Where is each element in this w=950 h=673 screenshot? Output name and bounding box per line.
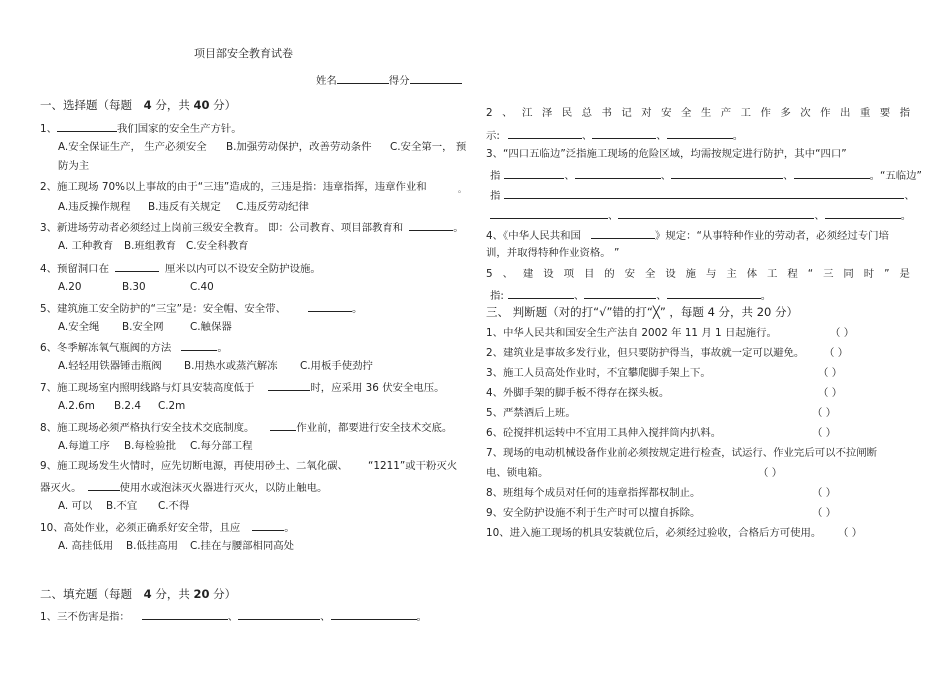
- heading-text: ” ，每题 4 分，共 20 分）: [659, 305, 798, 319]
- answer-blank[interactable]: [671, 168, 783, 179]
- fill-question-2-line2: [486, 128, 743, 143]
- question-end: 。: [900, 210, 912, 222]
- judge-answer-paren[interactable]: （ ）: [818, 387, 843, 399]
- question-1-1: [40, 121, 242, 136]
- question-text: 我们国家的安全生产方针。: [117, 123, 242, 135]
- answer-blank[interactable]: [584, 288, 656, 299]
- question-char: 作: [820, 107, 831, 119]
- answer-blank[interactable]: [490, 208, 608, 219]
- answer-blank[interactable]: [142, 609, 228, 620]
- answer-blank[interactable]: [504, 188, 904, 199]
- separator: 、: [227, 611, 239, 623]
- question-text: 8、施工现场必须严格执行安全技术交底制度。: [40, 422, 255, 434]
- answer-blank[interactable]: [591, 228, 655, 239]
- separator: 、: [320, 611, 331, 623]
- separator: 、: [783, 170, 794, 182]
- question-char: 施: [685, 268, 697, 280]
- question-char: 作: [760, 107, 771, 119]
- question-text: 使用水或泡沫灭火器进行灭火，以防止触电。: [119, 482, 328, 494]
- judge-item-text: 6、砼搅拌机运转中不宜用工具伸入搅拌筒内扒料。: [486, 427, 722, 439]
- option-c: C.40: [190, 281, 214, 293]
- fill-question-1: [40, 609, 427, 624]
- separator: 、: [660, 170, 672, 182]
- separator: 、: [581, 130, 593, 142]
- cross-mark-icon: ╳: [652, 305, 660, 319]
- option-b: B.加强劳动保护，改善劳动条件: [226, 141, 372, 153]
- question-text: 指: [490, 170, 501, 182]
- option-c: C.挂在与腰部相同高处: [190, 540, 295, 552]
- judge-answer-paren[interactable]: （ ）: [812, 407, 837, 419]
- question-end: 。: [284, 522, 295, 534]
- fill-question-2: [486, 107, 910, 120]
- option-a: A. 可以: [58, 500, 93, 512]
- question-char: 次: [800, 107, 811, 119]
- question-char: 总: [581, 107, 592, 119]
- question-char: 指: [899, 107, 910, 119]
- name-blank[interactable]: [337, 73, 389, 84]
- question-char: 设: [543, 268, 554, 280]
- question-char: 生: [700, 107, 712, 119]
- option-b: B.安全网: [122, 321, 164, 333]
- judge-item-text: 7、现场的电动机械设备作业前必须按规定进行检查，试运行、作业完后可以不拉闸断: [486, 447, 878, 459]
- fill-question-3-line3: [490, 188, 915, 203]
- question-char: ”: [884, 268, 890, 280]
- separator: 、: [904, 190, 915, 202]
- question-1-9-line2: [40, 480, 327, 495]
- question-number: 1、: [40, 123, 58, 135]
- question-end: 。: [453, 222, 464, 234]
- judge-answer-paren[interactable]: （ ）: [830, 327, 855, 339]
- question-end: 。: [351, 303, 363, 315]
- option-b: B.2.4: [114, 400, 141, 412]
- option-a: A. 高挂低用: [58, 540, 114, 552]
- option-a: A.安全绳: [58, 321, 100, 333]
- answer-blank[interactable]: [618, 208, 814, 219]
- question-char: 全: [644, 268, 656, 280]
- section-3-heading: [486, 306, 798, 319]
- answer-blank[interactable]: [238, 609, 320, 620]
- answer-blank[interactable]: [409, 220, 453, 231]
- fill-question-5: [486, 268, 910, 281]
- answer-blank[interactable]: [57, 121, 117, 132]
- question-text: 3、新进场劳动者必须经过上岗前三级安全教育。 即：公司教育、项目部教育和: [40, 222, 404, 234]
- question-char: 对: [641, 107, 652, 119]
- option-b: B.低挂高用: [126, 540, 178, 552]
- question-text: “1211”或干粉灭火: [368, 460, 458, 472]
- question-text: 示:: [486, 130, 500, 142]
- option-a: A.安全保证生产， 生产必须安全: [58, 141, 207, 153]
- question-char: 安: [661, 107, 672, 119]
- heading-text: 分，共: [155, 98, 190, 112]
- question-text: 。“五临边”: [869, 170, 922, 182]
- question-text: 》规定：“从事特种作业的劳动者，必须经过专门培: [654, 230, 889, 242]
- name-score-line: [316, 73, 462, 88]
- question-char: 工: [740, 107, 751, 119]
- question-char: 主: [726, 268, 737, 280]
- separator: 、: [656, 290, 667, 302]
- question-text: 作业前，都要进行安全技术交底。: [296, 422, 453, 434]
- option-c: C.2m: [158, 400, 186, 412]
- option-c: C.违反劳动纪律: [236, 201, 309, 213]
- heading-text: 二、填充题（每题: [40, 587, 132, 601]
- option-a: A.2.6m: [58, 400, 95, 412]
- question-text: 4、《中华人民共和国: [486, 230, 581, 242]
- answer-blank[interactable]: [575, 168, 661, 179]
- judge-item-text: 4、外脚手架的脚手板不得存在探头板。: [486, 387, 670, 399]
- question-1-10: [40, 520, 295, 535]
- question-1-8: [40, 420, 452, 435]
- answer-blank[interactable]: [667, 128, 733, 139]
- question-char: 多: [780, 107, 791, 119]
- answer-blank[interactable]: [181, 340, 217, 351]
- option-b: B.违反有关规定: [148, 201, 221, 213]
- answer-blank[interactable]: [115, 261, 159, 272]
- question-char: 同: [843, 268, 854, 280]
- heading-text: 三、 判断题（对的打“: [486, 305, 600, 319]
- option-c: C.触保器: [190, 321, 232, 333]
- option-c: C.安全第一， 预: [390, 141, 467, 153]
- section-2-heading: [40, 588, 236, 601]
- heading-text: ”错的打“: [606, 305, 653, 319]
- question-text: 6、冬季解冻氧气瓶阀的方法: [40, 342, 172, 354]
- question-char: 建: [522, 268, 534, 280]
- separator: 、: [608, 210, 619, 222]
- section-1-heading: [40, 99, 236, 112]
- question-text: 1、三不伤害是指：: [40, 611, 130, 623]
- score-label: 得分: [388, 75, 410, 87]
- answer-blank[interactable]: [825, 208, 901, 219]
- question-char: 泽: [541, 107, 553, 119]
- judge-answer-paren[interactable]: （ ）: [818, 367, 843, 379]
- separator: 、: [573, 290, 585, 302]
- option-b: B.30: [122, 281, 146, 293]
- option-c: C.用板手使劲拧: [300, 360, 373, 372]
- question-char: 5: [486, 268, 493, 280]
- fill-question-3-line4: [490, 208, 911, 223]
- question-1-6: [40, 340, 228, 355]
- judge-answer-paren[interactable]: （ ）: [758, 467, 783, 479]
- question-1-5: [40, 301, 362, 316]
- question-end: 。: [732, 130, 744, 142]
- answer-blank[interactable]: [88, 480, 120, 491]
- question-char: 江: [521, 107, 533, 119]
- question-text: 10、高处作业，必须正确系好安全带，且应: [40, 522, 241, 534]
- question-text: 7、施工现场室内照明线路与灯具安装高度低于: [40, 382, 255, 394]
- question-char: “: [807, 268, 814, 280]
- answer-blank[interactable]: [268, 380, 310, 391]
- question-text: 5、建筑施工安全防护的“三宝”是：安全帽、安全带、: [40, 303, 286, 315]
- question-char: 的: [604, 268, 615, 280]
- question-char: 目: [583, 268, 595, 280]
- name-label: 姓名: [316, 75, 337, 87]
- score-blank[interactable]: [410, 73, 462, 84]
- heading-text: 分）: [213, 587, 237, 601]
- question-char: 全: [680, 107, 692, 119]
- question-char: 安: [624, 268, 636, 280]
- separator: 、: [814, 210, 825, 222]
- question-text: 指:: [490, 290, 504, 302]
- question-char: 与: [706, 268, 717, 280]
- judge-item-text: 10、进入施工现场的机具安装就位后，必须经过验收，合格后方可使用。: [486, 527, 822, 539]
- answer-blank[interactable]: [667, 288, 761, 299]
- fill-question-4: [486, 228, 889, 243]
- question-char: 产: [720, 107, 732, 119]
- question-char: 体: [746, 268, 758, 280]
- question-text: 厘米以内可以不设安全防护设施。: [164, 263, 321, 275]
- question-char: 书: [601, 107, 612, 119]
- question-text: 4、预留洞口在: [40, 263, 109, 275]
- heading-text: 分，共: [155, 587, 190, 601]
- question-mark: 。: [458, 185, 466, 194]
- separator: 、: [564, 170, 575, 182]
- option-c: C.不得: [158, 500, 190, 512]
- question-text: 指: [490, 190, 501, 202]
- fill-question-3: 3、“四口五临边”泛指施工现场的危险区域，均需按规定进行防护，其中“四口”: [486, 148, 847, 160]
- page-title: 项目部安全教育试卷: [194, 47, 293, 60]
- question-char: 民: [561, 107, 573, 119]
- option-a: A.轻轻用铁器锤击瓶阀: [58, 360, 162, 372]
- judge-answer-paren[interactable]: （ ）: [812, 487, 837, 499]
- option-c: C.安全科教育: [186, 240, 249, 252]
- question-end: 。: [217, 342, 228, 354]
- question-char: 要: [879, 107, 891, 119]
- fill-question-5-line2: [490, 288, 771, 303]
- answer-blank[interactable]: [270, 420, 296, 431]
- answer-blank[interactable]: [592, 128, 656, 139]
- option-c-continued: 防为主: [58, 160, 90, 172]
- question-char: 时: [863, 268, 875, 280]
- answer-blank[interactable]: [504, 168, 564, 179]
- check-mark-icon: √: [599, 305, 607, 319]
- question-char: 记: [621, 107, 632, 119]
- question-char: 程: [787, 268, 798, 280]
- option-a: A. 工种教育: [58, 240, 114, 252]
- answer-blank[interactable]: [308, 301, 352, 312]
- question-char: 2: [486, 107, 493, 119]
- judge-item-text: 8、班组每个成员对任何的违章指挥都权制止。: [486, 487, 701, 499]
- answer-blank[interactable]: [508, 288, 574, 299]
- fill-question-3-line2: [490, 168, 922, 183]
- answer-blank[interactable]: [508, 128, 582, 139]
- option-c: C.每分部工程: [190, 440, 253, 452]
- answer-blank[interactable]: [794, 168, 870, 179]
- judge-answer-paren[interactable]: （ ）: [824, 347, 849, 359]
- heading-text: 分）: [213, 98, 237, 112]
- judge-item-text-continued: 电、锁电箱。: [486, 467, 549, 479]
- question-1-2: 2、施工现场 70%以上事故的由于“三违”造成的，三违是指：违章指挥，违章作业和: [40, 181, 427, 193]
- separator: 、: [656, 130, 667, 142]
- judge-answer-paren[interactable]: （ ）: [838, 527, 863, 539]
- question-char: 设: [665, 268, 676, 280]
- question-char: 、: [502, 107, 513, 119]
- answer-blank[interactable]: [331, 609, 417, 620]
- option-a: A.违反操作规程: [58, 201, 131, 213]
- question-end: 。: [760, 290, 772, 302]
- judge-answer-paren[interactable]: （ ）: [812, 427, 837, 439]
- heading-points: 4: [143, 587, 152, 601]
- question-end: 。: [416, 611, 427, 623]
- option-b: B.不宜: [106, 500, 138, 512]
- option-a: A.20: [58, 281, 82, 293]
- judge-item-text: 5、严禁酒后上班。: [486, 407, 576, 419]
- judge-answer-paren[interactable]: （ ）: [812, 507, 837, 519]
- judge-item-text: 1、中华人民共和国安全生产法自 2002 年 11 月 1 日起施行。: [486, 327, 777, 339]
- option-b: B.班组教育: [124, 240, 176, 252]
- question-char: 、: [502, 268, 513, 280]
- question-char: 项: [563, 268, 574, 280]
- heading-total: 20: [193, 587, 210, 601]
- judge-item-text: 9、安全防护设施不利于生产时可以擅自拆除。: [486, 507, 701, 519]
- judge-item-text: 2、建筑业是事故多发行业，但只要防护得当，事故就一定可以避免。: [486, 347, 805, 359]
- question-char: 重: [859, 107, 871, 119]
- heading-points: 4: [143, 98, 152, 112]
- question-char: 三: [823, 268, 834, 280]
- question-char: 工: [767, 268, 778, 280]
- question-1-7: [40, 380, 445, 395]
- question-1-9: 9、施工现场发生火情时，应先切断电源，再使用砂土、二氧化碳、: [40, 460, 348, 472]
- answer-blank[interactable]: [252, 520, 284, 531]
- question-char: 是: [899, 268, 910, 280]
- heading-text: 一、选择题（每题: [40, 98, 132, 112]
- question-text: 时，应采用 36 伏安全电压。: [310, 382, 445, 394]
- question-1-3: [40, 220, 464, 235]
- judge-item-text: 3、施工人员高处作业时，不宜攀爬脚手架上下。: [486, 367, 711, 379]
- heading-total: 40: [193, 98, 210, 112]
- option-a: A.每道工序: [58, 440, 110, 452]
- question-1-4: [40, 261, 321, 276]
- option-b: B.用热水或蒸汽解冻: [184, 360, 278, 372]
- question-char: 出: [839, 107, 851, 119]
- option-b: B.每检验批: [124, 440, 176, 452]
- question-text: 器灭火。: [40, 482, 82, 494]
- fill-question-4-line2: 训，并取得特种作业资格。 ”: [486, 247, 620, 259]
